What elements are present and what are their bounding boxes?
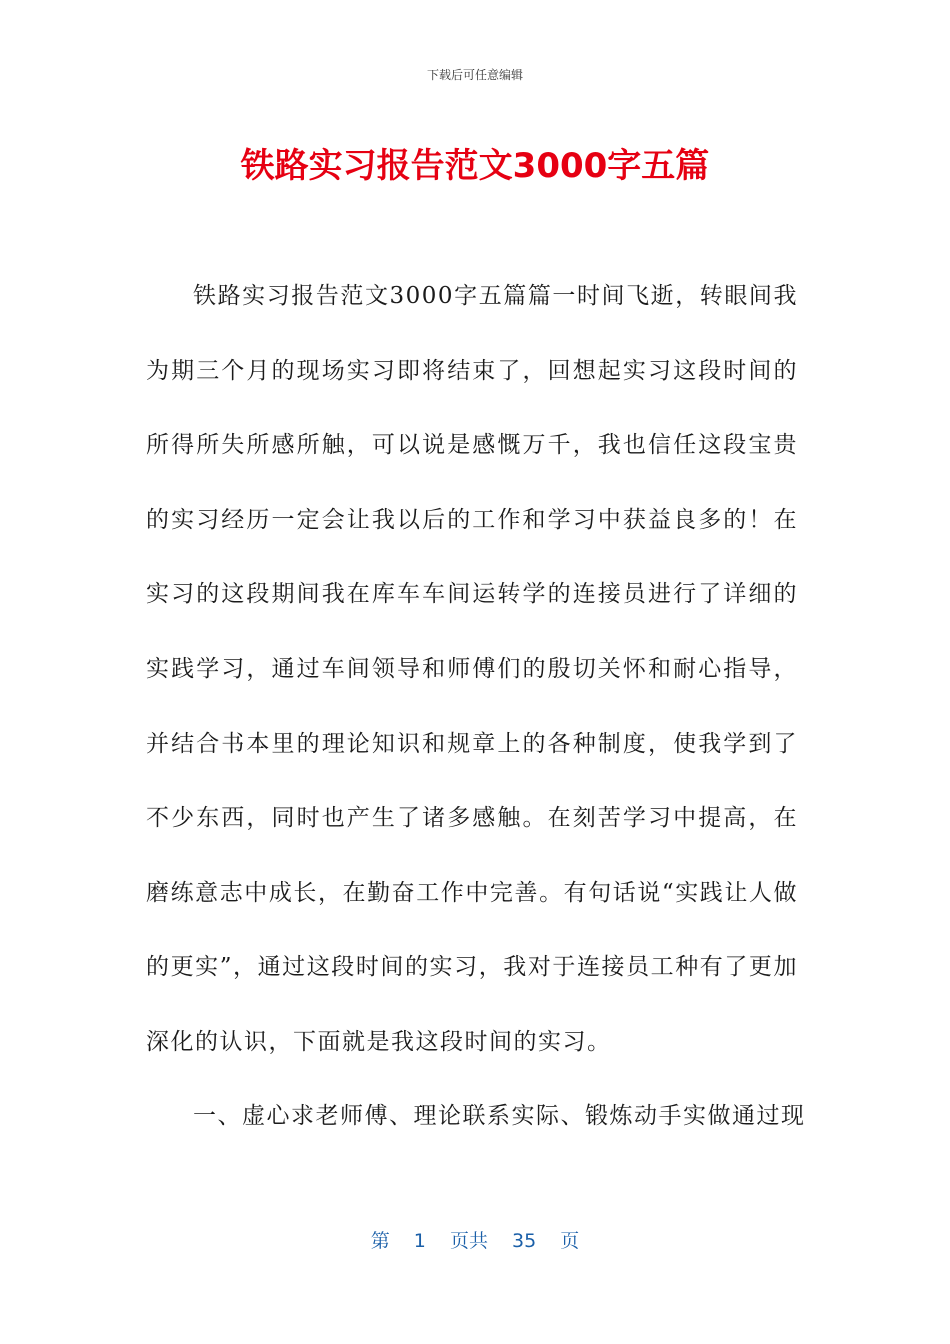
page-footer — [0, 1226, 950, 1253]
footer-total-pages: 35 — [512, 1230, 537, 1252]
footer-suffix: 页 — [560, 1230, 580, 1252]
page-header-note: 下载后可任意编辑 — [426, 68, 523, 82]
footer-current-page: 1 — [413, 1230, 426, 1252]
body-paragraph-2: 一、虚心求老师傅、理论联系实际、锻炼动手实做通过现 — [193, 1103, 806, 1129]
footer-prefix: 第 — [370, 1230, 390, 1252]
body-paragraph-1: 铁路实习报告范文3000字五篇篇一时间飞逝，转眼间我为期三个月的现场实习即将结束了，回想起实习这段时间的所得所失所感所触，可以说是感慨万千，我也信任这段宝贵的实习经历一定会让我以后的工作和学习中获益良多的！在实习的这段期间我在库车车间运转学的连接员进行了详细的实践学习，通过车间领导和师傅们的殷切关怀和耐心指导，并结合书本里的理论知识和规章上的各种制度，使我学到了不少东西，同时也产生了诸多感触。在刻苦学习中提高，在磨练意志中成长，在勤奋工作中完善。有句话说“实践让人做的更实”，通过这段时间的实习，我对于连接员工种有了更加深化的认识，下面就是我这段时间的实习。 — [146, 283, 798, 1055]
document-title: 铁路实习报告范文3000字五篇 — [240, 146, 710, 186]
footer-middle: 页共 — [449, 1230, 488, 1252]
